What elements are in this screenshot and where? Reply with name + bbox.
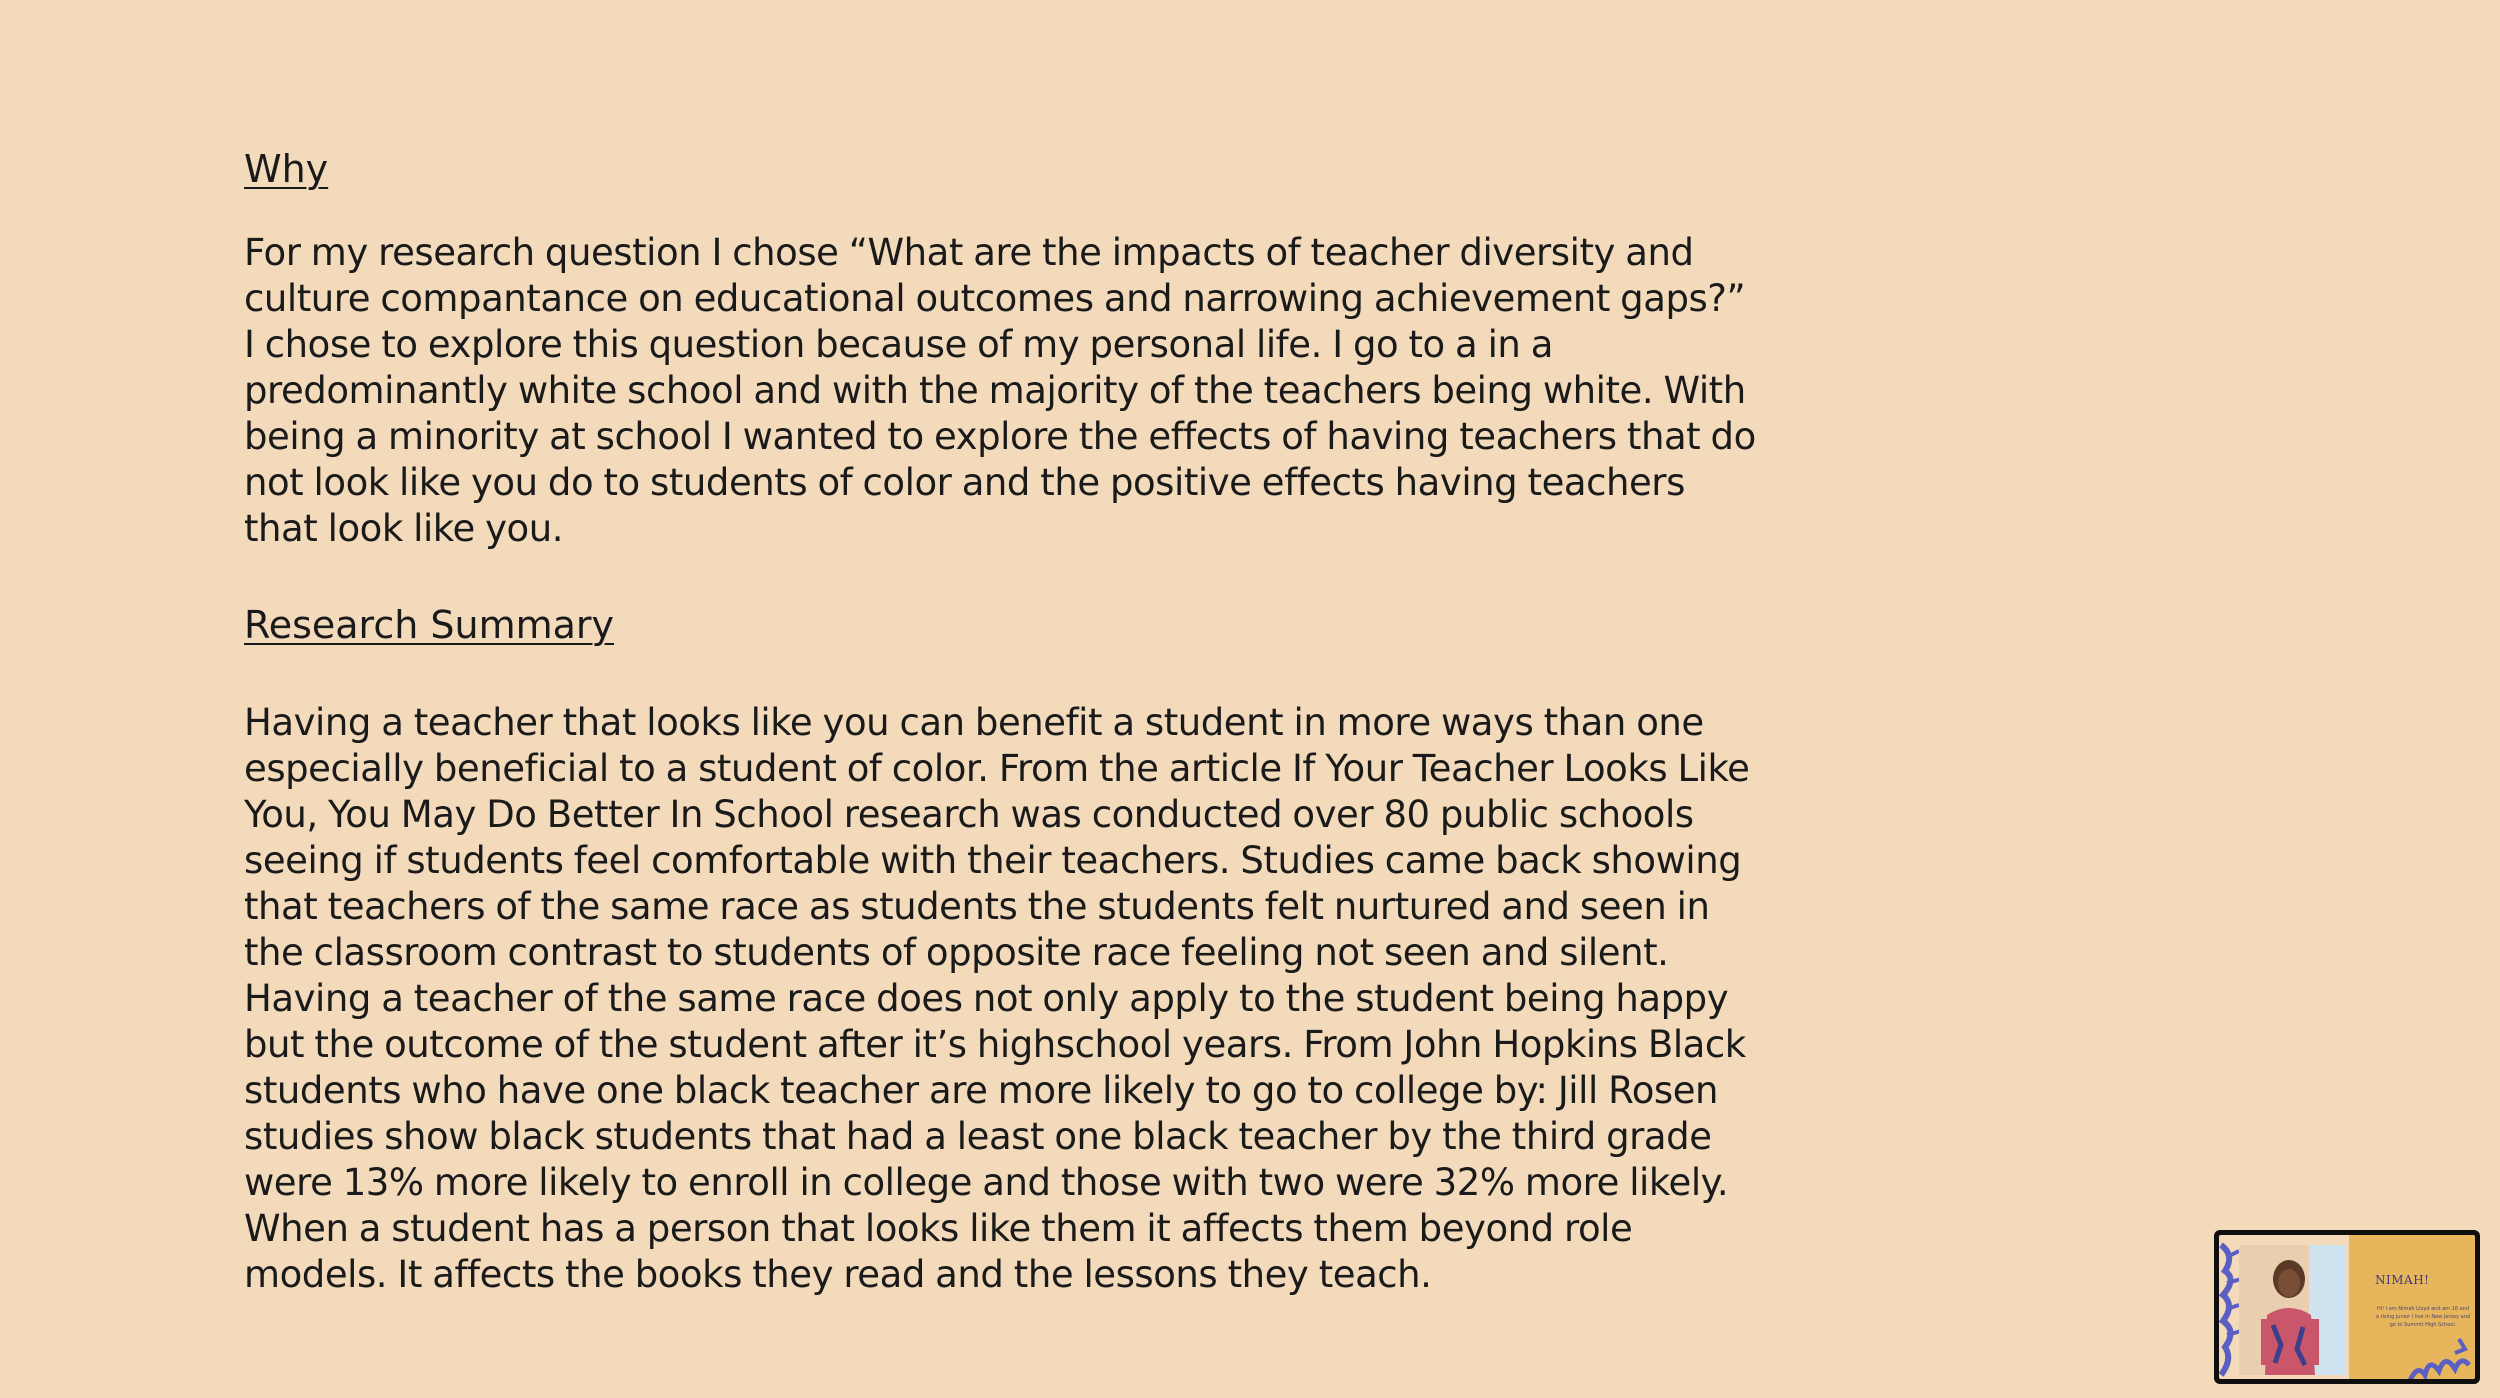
- research-summary-heading: Research Summary: [244, 603, 615, 647]
- person-photo-icon: [2239, 1245, 2345, 1375]
- slide-thumbnail[interactable]: [2214, 1230, 2480, 1384]
- thumbnail-caption: Hi! I am Nimah Lloyd and am 16 and a rising junior I live in New Jersey and go to Summit High School.: [2375, 1306, 2471, 1328]
- why-paragraph: For my research question I chose “What are the impacts of teacher diversity and culture compantance on educational outcomes and narrowing achievement gaps?” I chose to explore this question because of my personal life. I go to a in a predominantly white school and with the majority of the teachers being white. With being a minority at school I wanted to explore the effects of having teachers that do not look like you do to students of color and the positive effects having teachers that look like you.: [244, 231, 1756, 550]
- why-heading: Why: [244, 147, 329, 191]
- thumbnail-text-panel: [2349, 1235, 2475, 1379]
- slide-content: [244, 140, 1764, 1298]
- research-summary-paragraph: Having a teacher that looks like you can benefit a student in more ways than one especially beneficial to a student of color. From the article If Your Teacher Looks Like You, You May Do Better In School research was conducted over 80 public schools seeing if students feel comfortable with their teachers. Studies came back showing that teachers of the same race as students the students felt nurtured and seen in the classroom contrast to students of opposite race feeling not seen and silent. Having a teacher of the same race does not only apply to the student being happy but the outcome of the student after it’s highschool years. From John Hopkins Black students who have one black teacher are more likely to go to college by: Jill Rosen studies show black students that had a least one black teacher by the third grade were 13% more likely to enroll in college and those with two were 32% more likely. When a student has a person that looks like them it affects them beyond role models. It affects the books they read and the lessons they teach.: [244, 701, 1750, 1296]
- thumbnail-leaf-pattern-right: [2399, 1335, 2471, 1379]
- thumbnail-preview: [2219, 1235, 2475, 1379]
- thumbnail-title: NIMAH!: [2375, 1273, 2430, 1287]
- thumbnail-photo: [2239, 1245, 2345, 1375]
